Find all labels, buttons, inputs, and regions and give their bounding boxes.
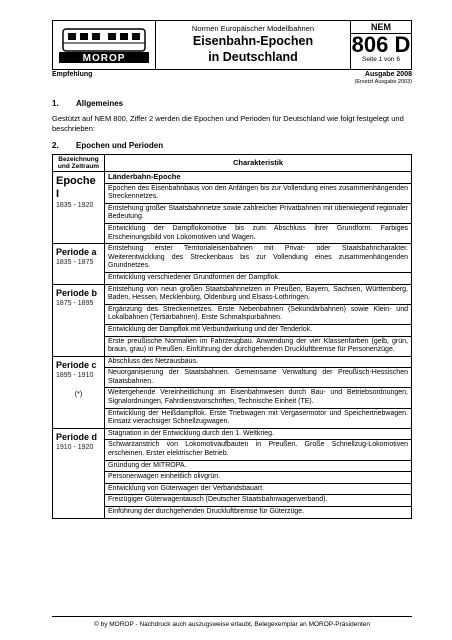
period-years: 1835 - 1920 bbox=[56, 202, 94, 209]
period-cell bbox=[53, 428, 105, 518]
period-note: (*) bbox=[74, 390, 83, 398]
morop-logo bbox=[57, 25, 151, 65]
col-header-designation bbox=[53, 155, 105, 172]
replaces-edition: (Ersetzt Ausgabe 2003) bbox=[354, 79, 412, 85]
characteristic-item: Neuorganisierung der Staatsbahnen. Gemeinsame Verwaltung der Preußisch-Hessischen Staatsbahnen. bbox=[105, 368, 411, 388]
characteristic-item: Entwicklung der Heißdampflok. Erste Triebwagen mit Vergasermotor und Speichertriebwagen. Einsatz vierachsiger Schnellzugwagen. bbox=[108, 409, 408, 426]
characteristic-item: Stagnation in der Entwicklung durch den 1. Weltkrieg. bbox=[105, 429, 411, 441]
period-years: 1835 - 1875 bbox=[56, 259, 94, 267]
document-header bbox=[52, 20, 412, 70]
period-cell bbox=[53, 244, 105, 284]
table-row bbox=[53, 428, 412, 518]
characteristic-cell bbox=[105, 244, 412, 284]
characteristic-item: Erste preußische Normalien im Fahrzeugbau. Anwendung der vier Klassenfarben (gelb, grün, braun, grau) in Preußen. Einführung der durchgehenden Druckluftbremse für Personenzüge. bbox=[108, 337, 408, 354]
characteristic-item: Abschluss des Netzausbaus. bbox=[105, 357, 411, 369]
period-name: Epoche I bbox=[56, 175, 96, 200]
section-2-number: 2. bbox=[52, 141, 59, 150]
edition-block bbox=[355, 70, 412, 86]
characteristic-cell bbox=[105, 172, 412, 244]
period-name: Periode d bbox=[56, 431, 98, 442]
characteristic-item: Einführung der durchgehenden Druckluftbremse für Güterzüge. bbox=[108, 508, 305, 515]
section-1-number: 1. bbox=[52, 99, 59, 108]
characteristic-item: Schwarzanstrich von Lokomotivaufbauten in Preußen. Große Schnellzug-Lokomotiven erscheinen. Erster elektrischer Betrieb. bbox=[105, 440, 411, 460]
period-cell bbox=[53, 284, 105, 356]
logo-cell bbox=[53, 21, 156, 69]
nem-cell bbox=[351, 21, 411, 69]
period-name: Periode b bbox=[56, 287, 98, 298]
footer-copyright: © by MOROP - Nachdruck auch auszugsweise erlaubt, Belegexemplar an MOROP-Präsidenten bbox=[52, 616, 412, 628]
characteristic-cell bbox=[105, 356, 412, 428]
section-1-heading bbox=[52, 99, 123, 108]
characteristic-item: Epochen des Eisenbahnbaus von den Anfängen bis zur Vollendung eines zusammenhängenden Streckennetzes. bbox=[105, 184, 411, 204]
characteristic-item: Entstehung erster Territorialeisenbahnen mit Privat- oder Staatsbahncharakter. Weiterentwicklung des Streckenbaus bis zur Vollendung eines zusammenhängenden Grundnetzes. bbox=[105, 244, 411, 273]
section-1-text: Gestützt auf NEM 800, Ziffer 2 werden die Epochen und Perioden für Deutschland wie folgt festgelegt und beschrieben: bbox=[52, 114, 404, 133]
table-row bbox=[53, 172, 412, 244]
characteristic-item: Entstehung großer Staatsbahnnetze sowie zahlreicher Privatbahnen mit überwiegend regionaler Bedeutung. bbox=[105, 204, 411, 224]
header-subtitle: Normen Europäischer Modellbahnen bbox=[191, 24, 315, 33]
table-header-row bbox=[53, 155, 412, 172]
characteristic-item: Ergänzung des Streckennetzes. Erste Nebenbahnen (Sekundärbahnen) sowie Klein- und Lokalbahnen (Tertiärbahnen). Erste Schmalspurbahnen. bbox=[105, 305, 411, 325]
period-years: 1910 - 1920 bbox=[56, 443, 94, 451]
period-cell bbox=[53, 356, 105, 428]
characteristic-item: Entwicklung verschiedener Grundformen der Dampflok. bbox=[108, 273, 280, 281]
period-years: 1875 - 1895 bbox=[56, 299, 94, 307]
characteristic-item: Freizügiger Güterwagentausch (Deutscher Staatsbahnwagenverband). bbox=[105, 495, 411, 507]
document-title-line1: Eisenbahn-Epochen bbox=[192, 34, 314, 48]
period-name: Periode c bbox=[56, 359, 97, 370]
characteristic-cell bbox=[105, 428, 412, 518]
characteristic-item: Entstehung von neun großen Staatsbahnnetzen in Preußen, Bayern, Sachsen, Württemberg, Baden, Hessen, Mecklenburg, Oldenburg und Elsass-Lothringen. bbox=[105, 285, 411, 305]
col-header-characteristic: Charakteristik bbox=[105, 155, 412, 172]
title-cell bbox=[156, 21, 351, 69]
logo-text: MOROP bbox=[82, 53, 126, 64]
characteristic-item: Entwicklung der Dampflokomotive bis zum Abschluss ihrer Grundform. Farbiges Erscheinungsbild von Lokomotiven und Wagen. bbox=[108, 224, 408, 241]
section-2-title: Epochen und Perioden bbox=[76, 141, 164, 150]
characteristic-item: Personenwagen einheitlich olivgrün. bbox=[105, 472, 411, 484]
col-header-designation-line2: und Zeitraum bbox=[57, 163, 100, 170]
table-row bbox=[53, 356, 412, 428]
document-title-line2: in Deutschland bbox=[208, 49, 298, 64]
period-name: Periode a bbox=[56, 247, 97, 258]
table-row bbox=[53, 244, 412, 284]
characteristic-item: Entwicklung von Güterwagen der Verbandsbauart. bbox=[105, 484, 411, 496]
nem-number: 806 D bbox=[351, 32, 411, 57]
period-cell bbox=[53, 172, 105, 244]
section-1-title: Allgemeines bbox=[76, 99, 124, 108]
table-row bbox=[53, 284, 412, 356]
page-info: Seite 1 von 6 bbox=[362, 56, 400, 63]
section-2-heading bbox=[52, 141, 163, 150]
characteristic-heading: Länderbahn-Epoche bbox=[105, 172, 411, 184]
characteristic-item: Gründung der MITROPA. bbox=[105, 461, 411, 473]
characteristic-item: Weitergehende Vereinheitlichung im Eisenbahnwesen durch Bau- und Betriebsordnungen, Signalordnungen, Fahrdienstvorschriften, Technische Einheit (TE). bbox=[105, 388, 411, 408]
characteristic-cell bbox=[105, 284, 412, 356]
period-years: 1895 - 1910 bbox=[56, 371, 94, 379]
col-header-designation-line1: Bezeichnung bbox=[58, 155, 99, 163]
characteristic-item: Entwicklung der Dampflok mit Verbundwirkung und der Tenderlok. bbox=[105, 325, 411, 337]
epochs-table bbox=[52, 154, 412, 519]
edition: Ausgabe 2008 bbox=[364, 71, 412, 78]
nem-label: NEM bbox=[351, 21, 411, 34]
document-type: Empfehlung bbox=[52, 71, 93, 78]
